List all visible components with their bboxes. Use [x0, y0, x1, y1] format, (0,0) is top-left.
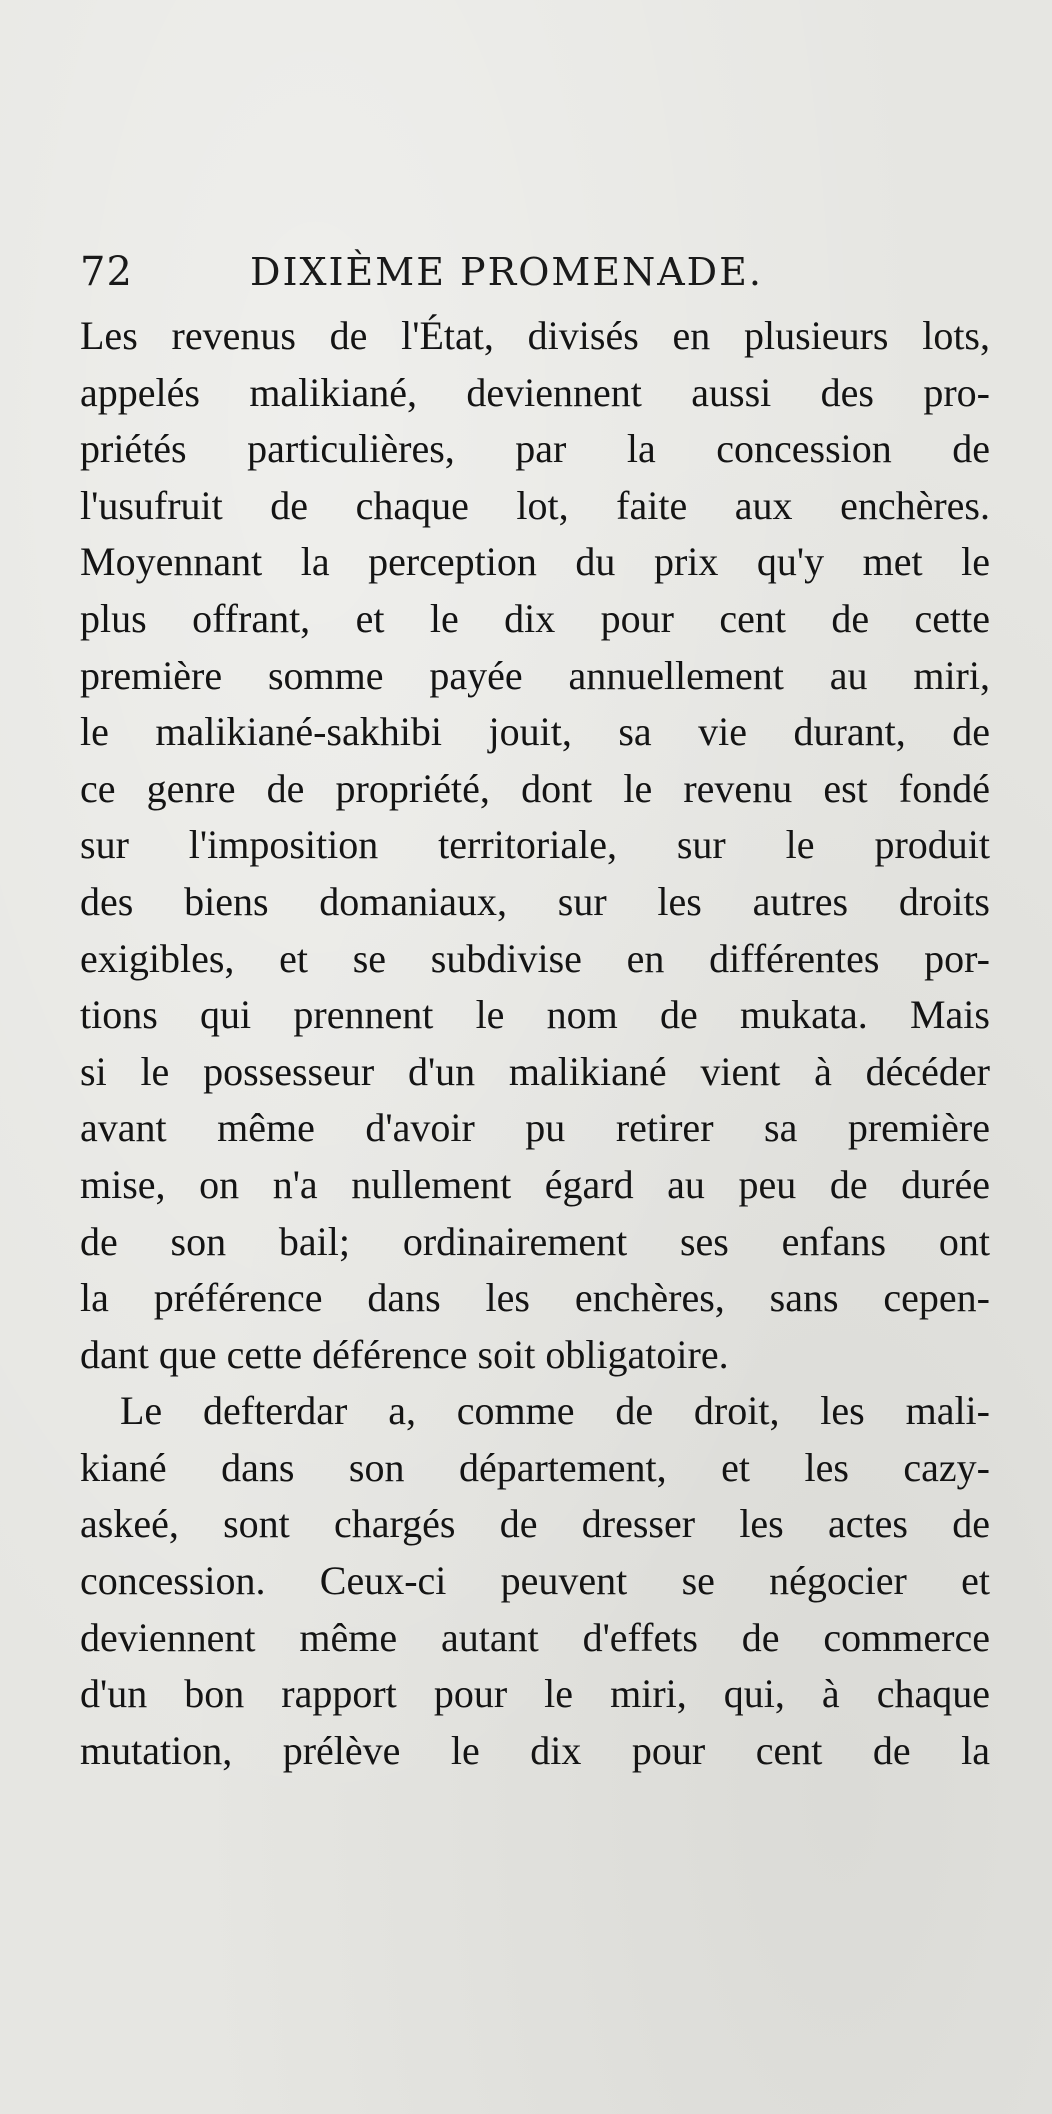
- text-line: d'un bon rapport pour le miri, qui, à chaque: [80, 1671, 990, 1717]
- text-line: mutation, prélève le dix pour cent de la: [80, 1727, 990, 1773]
- text-line: Le defterdar a, comme de droit, les mali-: [120, 1388, 990, 1434]
- text-line: sur l'imposition territoriale, sur le produit: [80, 822, 990, 868]
- text-line: première somme payée annuellement au miri,: [80, 652, 990, 698]
- text-line: ce genre de propriété, dont le revenu est fondé: [80, 765, 990, 811]
- text-line: tions qui prennent le nom de mukata. Mais: [80, 992, 990, 1038]
- text-line: exigibles, et se subdivise en différentes por-: [80, 935, 990, 981]
- text-line: appelés malikiané, deviennent aussi des pro-: [80, 369, 990, 415]
- text-line: kiané dans son département, et les cazy-: [80, 1444, 990, 1490]
- text-line: plus offrant, et le dix pour cent de cette: [80, 595, 990, 641]
- text-line: mise, on n'a nullement égard au peu de durée: [80, 1161, 990, 1207]
- text-line: la préférence dans les enchères, sans cepen-: [80, 1275, 990, 1321]
- text-line: askeé, sont chargés de dresser les actes de: [80, 1501, 990, 1547]
- text-line: dant que cette déférence soit obligatoire.: [80, 1331, 729, 1377]
- text-line: des biens domaniaux, sur les autres droits: [80, 878, 990, 924]
- text-line: priétés particulières, par la concession de: [80, 426, 990, 472]
- text-line: Moyennant la perception du prix qu'y met le: [80, 539, 990, 585]
- text-line: l'usufruit de chaque lot, faite aux enchères.: [80, 482, 990, 528]
- page-number: 72: [80, 249, 133, 295]
- paragraph-2: [80, 1383, 990, 1779]
- body-text: [80, 308, 990, 1779]
- text-line: deviennent même autant d'effets de commerce: [80, 1614, 990, 1660]
- text-line: avant même d'avoir pu retirer sa première: [80, 1105, 990, 1151]
- text-line: Les revenus de l'État, divisés en plusieurs lots,: [80, 313, 990, 358]
- paragraph-1: [80, 308, 990, 1383]
- text-line: si le possesseur d'un malikiané vient à décéder: [80, 1048, 990, 1094]
- running-title: DIXIÈME PROMENADE.: [250, 250, 763, 294]
- text-line: concession. Ceux-ci peuvent se négocier et: [80, 1558, 990, 1604]
- page-header: [80, 242, 980, 302]
- text-line: de son bail; ordinairement ses enfans ont: [80, 1218, 990, 1264]
- text-line: le malikiané-sakhibi jouit, sa vie durant, de: [80, 709, 990, 755]
